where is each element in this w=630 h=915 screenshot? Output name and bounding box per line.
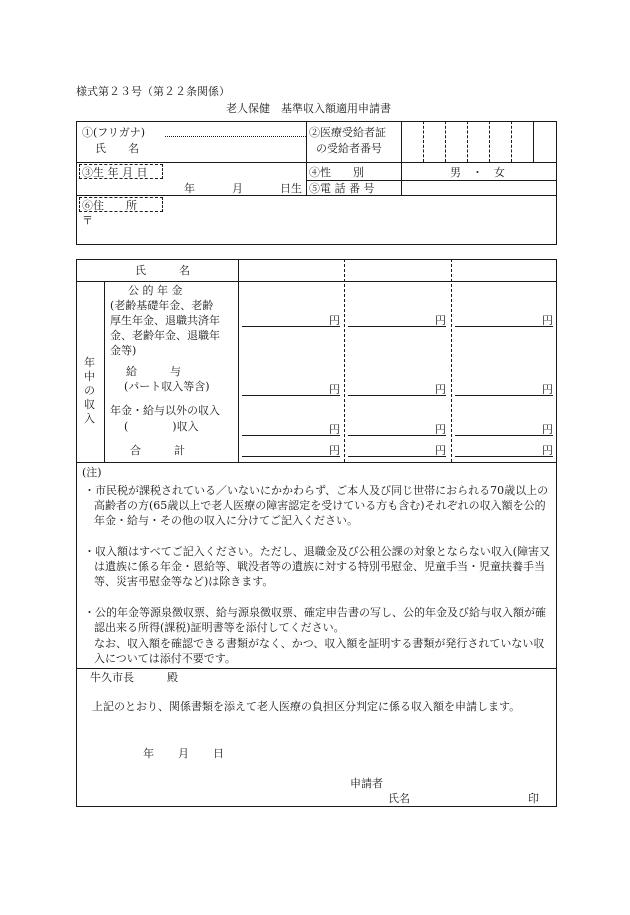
other-income-label-2: ( )収入 [124, 420, 199, 433]
postal-mark: 〒 [82, 214, 93, 227]
gender-options[interactable]: 男 ・ 女 [450, 166, 505, 179]
pension-amount-3[interactable]: 円 [455, 312, 553, 327]
furigana-label: ①(フリガナ) [82, 126, 146, 139]
pension-amount-2[interactable]: 円 [348, 312, 446, 327]
address-label: ⑥住 所 [82, 199, 137, 212]
pension-amount-1[interactable]: 円 [242, 312, 340, 327]
notes-heading: (注) [82, 466, 102, 479]
salary-label-1: 給 与 [126, 365, 181, 378]
insurance-label-line2: の受給者番号 [316, 142, 382, 155]
birth-date-field[interactable] [165, 164, 305, 194]
note-item-2: ・収入額はすべてご記入ください。ただし、退職金及び公租公課の対象とならない収入(障害又は遺族に係る年金・恩給等、戦没者等の遺族に対する特別弔慰金、児童手当・児童扶養手当等、災害弔慰金等など)は除きます。 [84, 545, 551, 588]
seal-mark: 印 [528, 792, 539, 805]
salary-amount-3[interactable]: 円 [455, 381, 553, 396]
pension-label-1: 公 的 年 金 [128, 284, 183, 297]
name-label: 氏 名 [95, 142, 139, 155]
phone-label: ⑤電 話 番 号 [309, 182, 375, 195]
note-item-3: ・公的年金等源泉徴収票、給与源泉徴収票、確定申告書の写し、公的年金及び給与収入額が確認出来る所得(課税)証明書等を添付してください。 [84, 606, 546, 634]
applicant-label: 申請者 [350, 777, 383, 790]
salary-amount-2[interactable]: 円 [348, 381, 446, 396]
gender-label: ④性 別 [309, 166, 364, 179]
birth-label: ③生 年 月 日 [82, 166, 148, 179]
birth-day-label: 日生 [280, 182, 302, 195]
pension-label-4: 金、老齢年金、退職年 [110, 329, 220, 342]
address-field[interactable] [95, 213, 555, 243]
date-day-label: 日 [213, 747, 224, 760]
salary-label-2: (パート収入等含) [124, 380, 210, 393]
applicant-name-label: 氏名 [388, 792, 410, 805]
note-item-1: ・市民税が課税されている／いないにかかわらず、ご本人及び同じ世帯におられる70歳以上の高齢者の方(65歳以上で老人医療の障害認定を受けている方も含む)それぞれの収入額を公的年金・給与・その他の収入に分けてご記入ください。 [84, 484, 549, 527]
income-side-label: 年中の収入 [84, 356, 95, 425]
insurance-number-field[interactable] [402, 122, 532, 161]
application-date-field[interactable] [105, 745, 230, 761]
date-year-label: 年 [143, 747, 154, 760]
date-month-label: 月 [178, 747, 189, 760]
note-extra: なお、収入額を確認できる書類がなく、かつ、収入額を証明する書類が発行されていない収入については添付不要です。 [94, 637, 545, 665]
total-amount-3[interactable]: 円 [455, 442, 553, 457]
birth-month-label: 月 [232, 182, 243, 195]
pension-label-5: 金等) [110, 344, 137, 357]
application-statement: 上記のとおり、関係書類を添えて老人医療の負担区分判定に係る収入額を申請します。 [92, 700, 521, 713]
income-name-header: 氏 名 [135, 264, 190, 277]
other-income-amount-3[interactable]: 円 [455, 421, 553, 436]
pension-label-2: (老齢基礎年金、老齢 [110, 299, 214, 312]
furigana-field[interactable] [165, 123, 305, 135]
total-amount-1[interactable]: 円 [242, 442, 340, 457]
addressee: 牛久市長 殿 [90, 671, 178, 684]
form-title: 老人保健 基準収入額適用申請書 [226, 102, 391, 115]
form-number: 様式第２３号（第２２条関係） [76, 85, 230, 98]
other-income-label-1: 年金・給与以外の収入 [110, 404, 220, 417]
salary-amount-1[interactable]: 円 [242, 381, 340, 396]
insurance-label-line1: ②医療受給者証 [309, 126, 386, 139]
phone-field[interactable] [402, 181, 556, 194]
total-label: 合 計 [130, 444, 185, 457]
applicant-name-field[interactable] [412, 790, 522, 805]
other-income-amount-2[interactable]: 円 [348, 421, 446, 436]
birth-year-label: 年 [184, 182, 195, 195]
total-amount-2[interactable]: 円 [348, 442, 446, 457]
name-field[interactable] [165, 140, 305, 161]
pension-label-3: 厚生年金、退職共済年 [110, 314, 220, 327]
other-income-amount-1[interactable]: 円 [242, 421, 340, 436]
